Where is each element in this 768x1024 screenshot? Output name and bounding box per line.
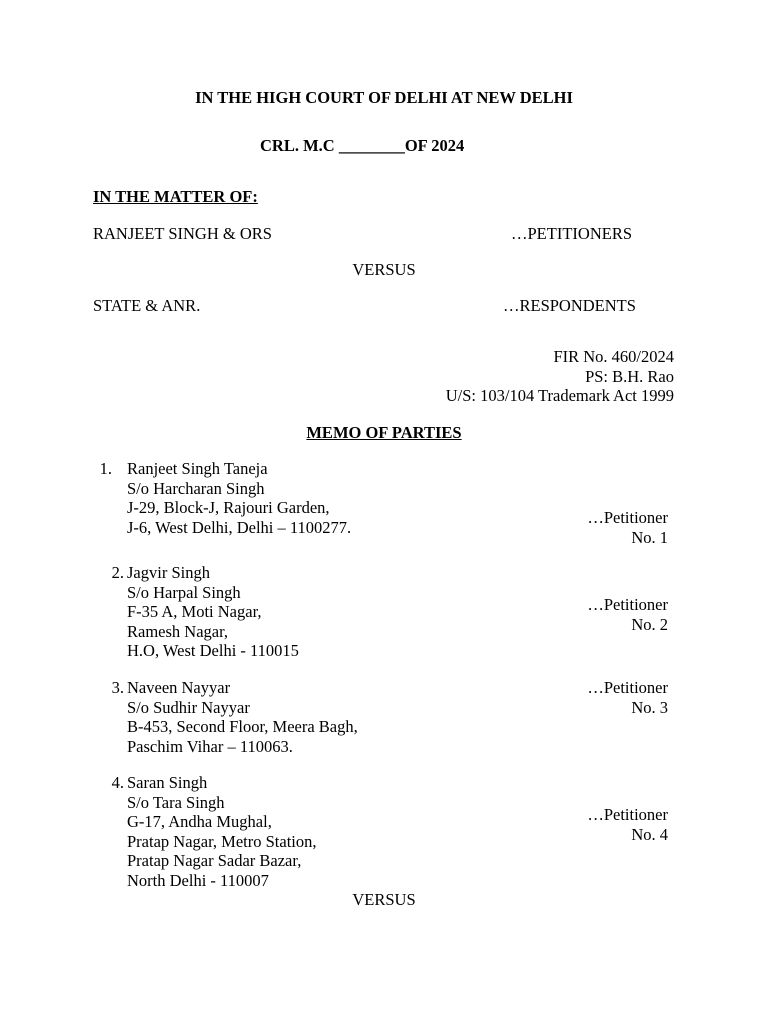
party-role: …Petitioner No. 4 [587, 805, 668, 844]
party-role: …Petitioner No. 2 [587, 595, 668, 634]
party-address-line: J-6, West Delhi, Delhi – 1100277. [127, 517, 352, 537]
party-role: …Petitioner No. 1 [587, 508, 668, 547]
party-parentage: S/o Harpal Singh [127, 582, 241, 602]
party-name: Ranjeet Singh Taneja [127, 459, 268, 478]
party-details [127, 459, 351, 537]
versus-footer: VERSUS [352, 890, 416, 909]
party-address-line: North Delhi - 110007 [127, 870, 269, 890]
party-parentage: S/o Harcharan Singh [127, 478, 265, 498]
party-details [127, 678, 358, 756]
police-station: PS: B.H. Rao [585, 366, 674, 386]
party-parentage: S/o Tara Singh [127, 792, 225, 812]
party-address-line: Paschim Vihar – 110063. [127, 736, 293, 756]
court-title: IN THE HIGH COURT OF DELHI AT NEW DELHI [195, 88, 573, 107]
party-parentage: S/o Sudhir Nayyar [127, 697, 250, 717]
party-address-line: Pratap Nagar, Metro Station, [127, 831, 317, 851]
petitioner-name: RANJEET SINGH & ORS [93, 224, 272, 243]
party-details [127, 563, 299, 661]
fir-sections: U/S: 103/104 Trademark Act 1999 [445, 386, 674, 405]
party-number: 4. [111, 773, 124, 792]
party-address-line: F-35 A, Moti Nagar, [127, 602, 262, 621]
party-number: 3. [111, 678, 124, 697]
party-address-line: G-17, Andha Mughal, [127, 812, 272, 831]
party-number: 2. [111, 563, 124, 582]
matter-heading: IN THE MATTER OF: [93, 187, 258, 206]
versus-label: VERSUS [352, 260, 416, 279]
case-number: CRL. M.C ________OF 2024 [260, 136, 465, 155]
petitioner-label: …PETITIONERS [511, 224, 632, 243]
party-address-line: H.O, West Delhi - 110015 [127, 641, 299, 660]
respondent-name: STATE & ANR. [93, 296, 201, 315]
party-address-line: Ramesh Nagar, [127, 621, 229, 641]
memo-title: MEMO OF PARTIES [306, 423, 462, 442]
fir-number: FIR No. 460/2024 [553, 347, 674, 366]
party-name: Saran Singh [127, 773, 208, 792]
party-name: Naveen Nayyar [127, 678, 231, 697]
party-number: 1. [99, 459, 112, 478]
respondent-label: …RESPONDENTS [503, 296, 636, 315]
fir-details [446, 347, 674, 406]
party-address-line: J-29, Block-J, Rajouri Garden, [127, 498, 330, 517]
party-details [127, 773, 317, 890]
party-name: Jagvir Singh [127, 563, 210, 582]
party-role: …Petitioner No. 3 [587, 678, 668, 717]
party-address-line: Pratap Nagar Sadar Bazar, [127, 851, 302, 870]
party-address-line: B-453, Second Floor, Meera Bagh, [127, 717, 358, 736]
